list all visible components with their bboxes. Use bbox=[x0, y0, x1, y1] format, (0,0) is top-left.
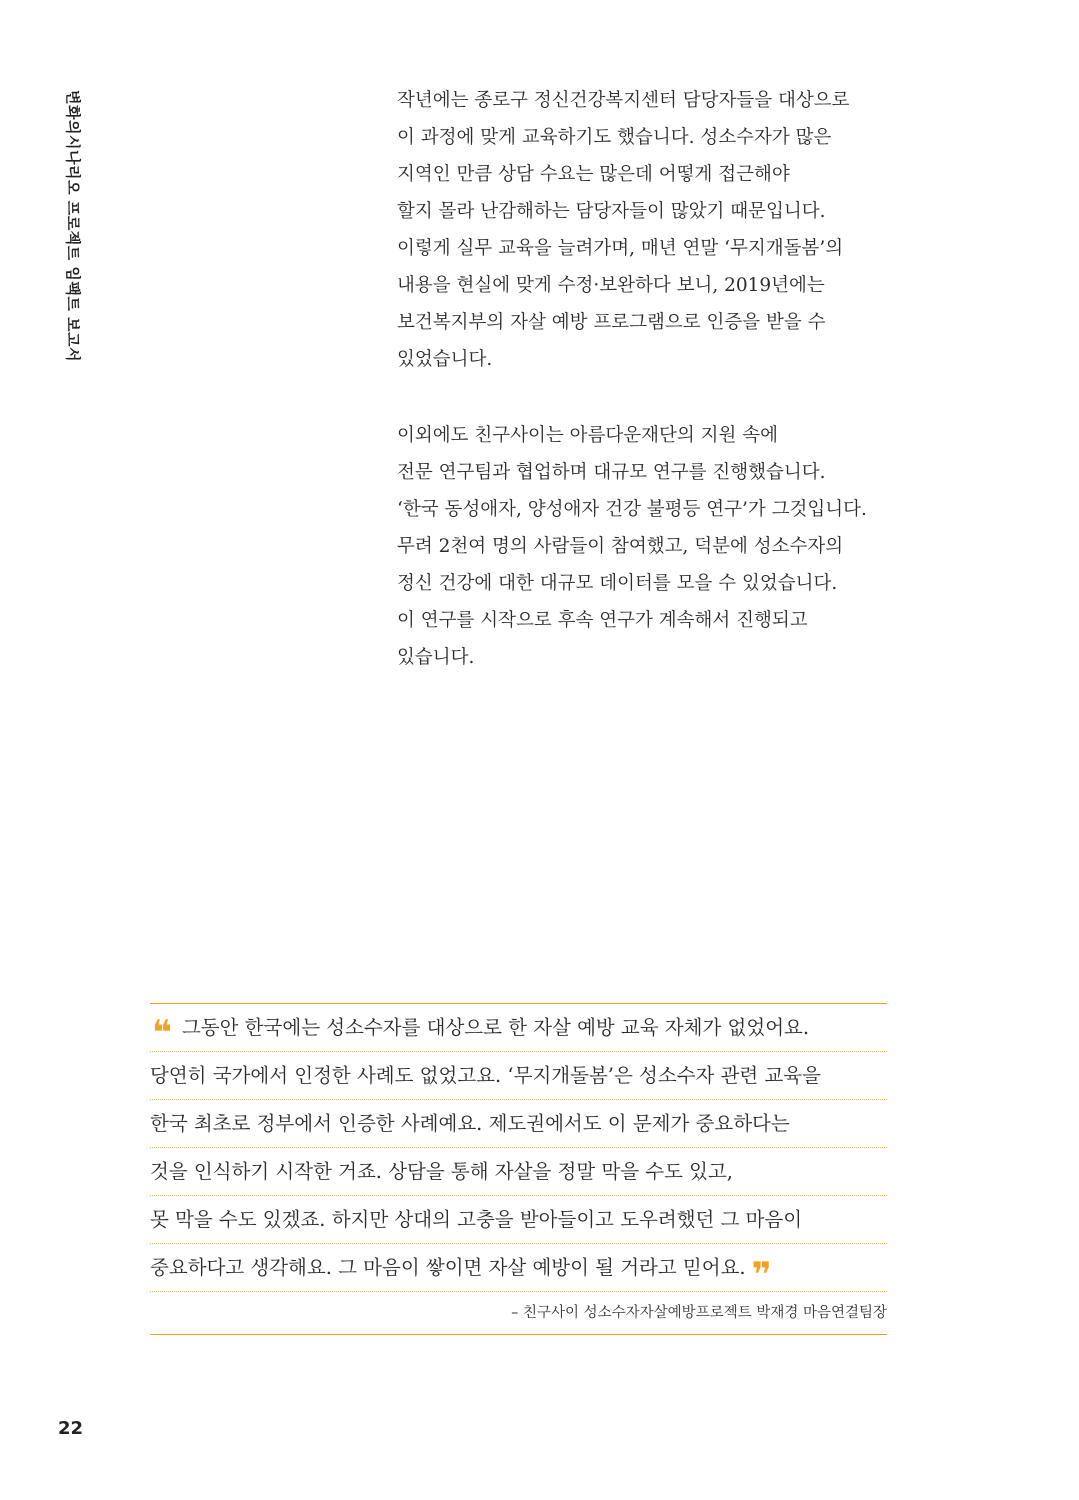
quote-line bbox=[150, 1004, 887, 1052]
quote-text: 것을 인식하기 시작한 거죠. 상담을 통해 자살을 정말 막을 수도 있고, bbox=[150, 1160, 733, 1183]
paragraph-line: 무려 2천여 명의 사람들이 참여했고, 덕분에 성소수자의 bbox=[397, 536, 844, 557]
quote-line bbox=[150, 1244, 887, 1295]
open-quote-icon: ❝ bbox=[152, 1013, 172, 1053]
quote-text: 한국 최초로 정부에서 인증한 사례예요. 제도권에서도 이 문제가 중요하다는 bbox=[150, 1112, 790, 1135]
paragraph-line: 작년에는 종로구 정신건강복지센터 담당자들을 대상으로 bbox=[397, 90, 850, 111]
paragraph-line: ‘한국 동성애자, 양성애자 건강 불평등 연구’가 그것입니다. bbox=[397, 499, 867, 520]
paragraph-line: 지역인 만큼 상담 수요는 많은데 어떻게 접근해야 bbox=[397, 164, 790, 185]
pull-quote bbox=[150, 1003, 887, 1335]
paragraph-line: 이외에도 친구사이는 아름다운재단의 지원 속에 bbox=[397, 425, 778, 446]
paragraph-line: 할지 몰라 난감해하는 담당자들이 많았기 때문입니다. bbox=[397, 201, 826, 222]
page-number: 22 bbox=[58, 1418, 84, 1439]
quote-text: 중요하다고 생각해요. 그 마음이 쌓이면 자살 예방이 될 거라고 믿어요. bbox=[150, 1256, 746, 1279]
paragraph-line: 정신 건강에 대한 대규모 데이터를 모을 수 있었습니다. bbox=[397, 573, 838, 594]
quote-text: 당연히 국가에서 인정한 사례도 없었고요. ‘무지개돌봄’은 성소수자 관련 교육을 bbox=[150, 1064, 821, 1087]
quote-text: 그동안 한국에는 성소수자를 대상으로 한 자살 예방 교육 자체가 없었어요. bbox=[181, 1016, 810, 1039]
quote-line bbox=[150, 1052, 887, 1100]
paragraph-line: 보건복지부의 자살 예방 프로그램으로 인증을 받을 수 bbox=[397, 312, 826, 333]
quote-line bbox=[150, 1148, 887, 1196]
paragraph-line: 이 연구를 시작으로 후속 연구가 계속해서 진행되고 bbox=[397, 610, 808, 631]
paragraph-line: 있었습니다. bbox=[397, 349, 493, 370]
paragraph-line: 이 과정에 맞게 교육하기도 했습니다. 성소수자가 많은 bbox=[397, 127, 832, 148]
paragraph-line: 있습니다. bbox=[397, 647, 475, 668]
body-paragraph-1 bbox=[397, 82, 917, 378]
quote-line bbox=[150, 1196, 887, 1244]
close-quote-icon: ❞ bbox=[751, 1255, 772, 1295]
paragraph-line: 전문 연구팀과 협업하며 대규모 연구를 진행했습니다. bbox=[397, 462, 826, 483]
body-paragraph-2 bbox=[397, 417, 917, 676]
paragraph-line: 이렇게 실무 교육을 늘려가며, 매년 연말 ‘무지개돌봄’의 bbox=[397, 238, 844, 259]
quote-line bbox=[150, 1100, 887, 1148]
quote-text: 못 막을 수도 있겠죠. 하지만 상대의 고충을 받아들이고 도우려했던 그 마음이 bbox=[150, 1208, 803, 1231]
paragraph-line: 내용을 현실에 맞게 수정·보완하다 보니, 2019년에는 bbox=[397, 275, 825, 296]
quote-attribution: – 친구사이 성소수자자살예방프로젝트 박재경 마음연결팀장 bbox=[150, 1292, 887, 1335]
side-running-title: 변화의시나리오 프로젝트 임팩트 보고서 bbox=[64, 90, 82, 362]
